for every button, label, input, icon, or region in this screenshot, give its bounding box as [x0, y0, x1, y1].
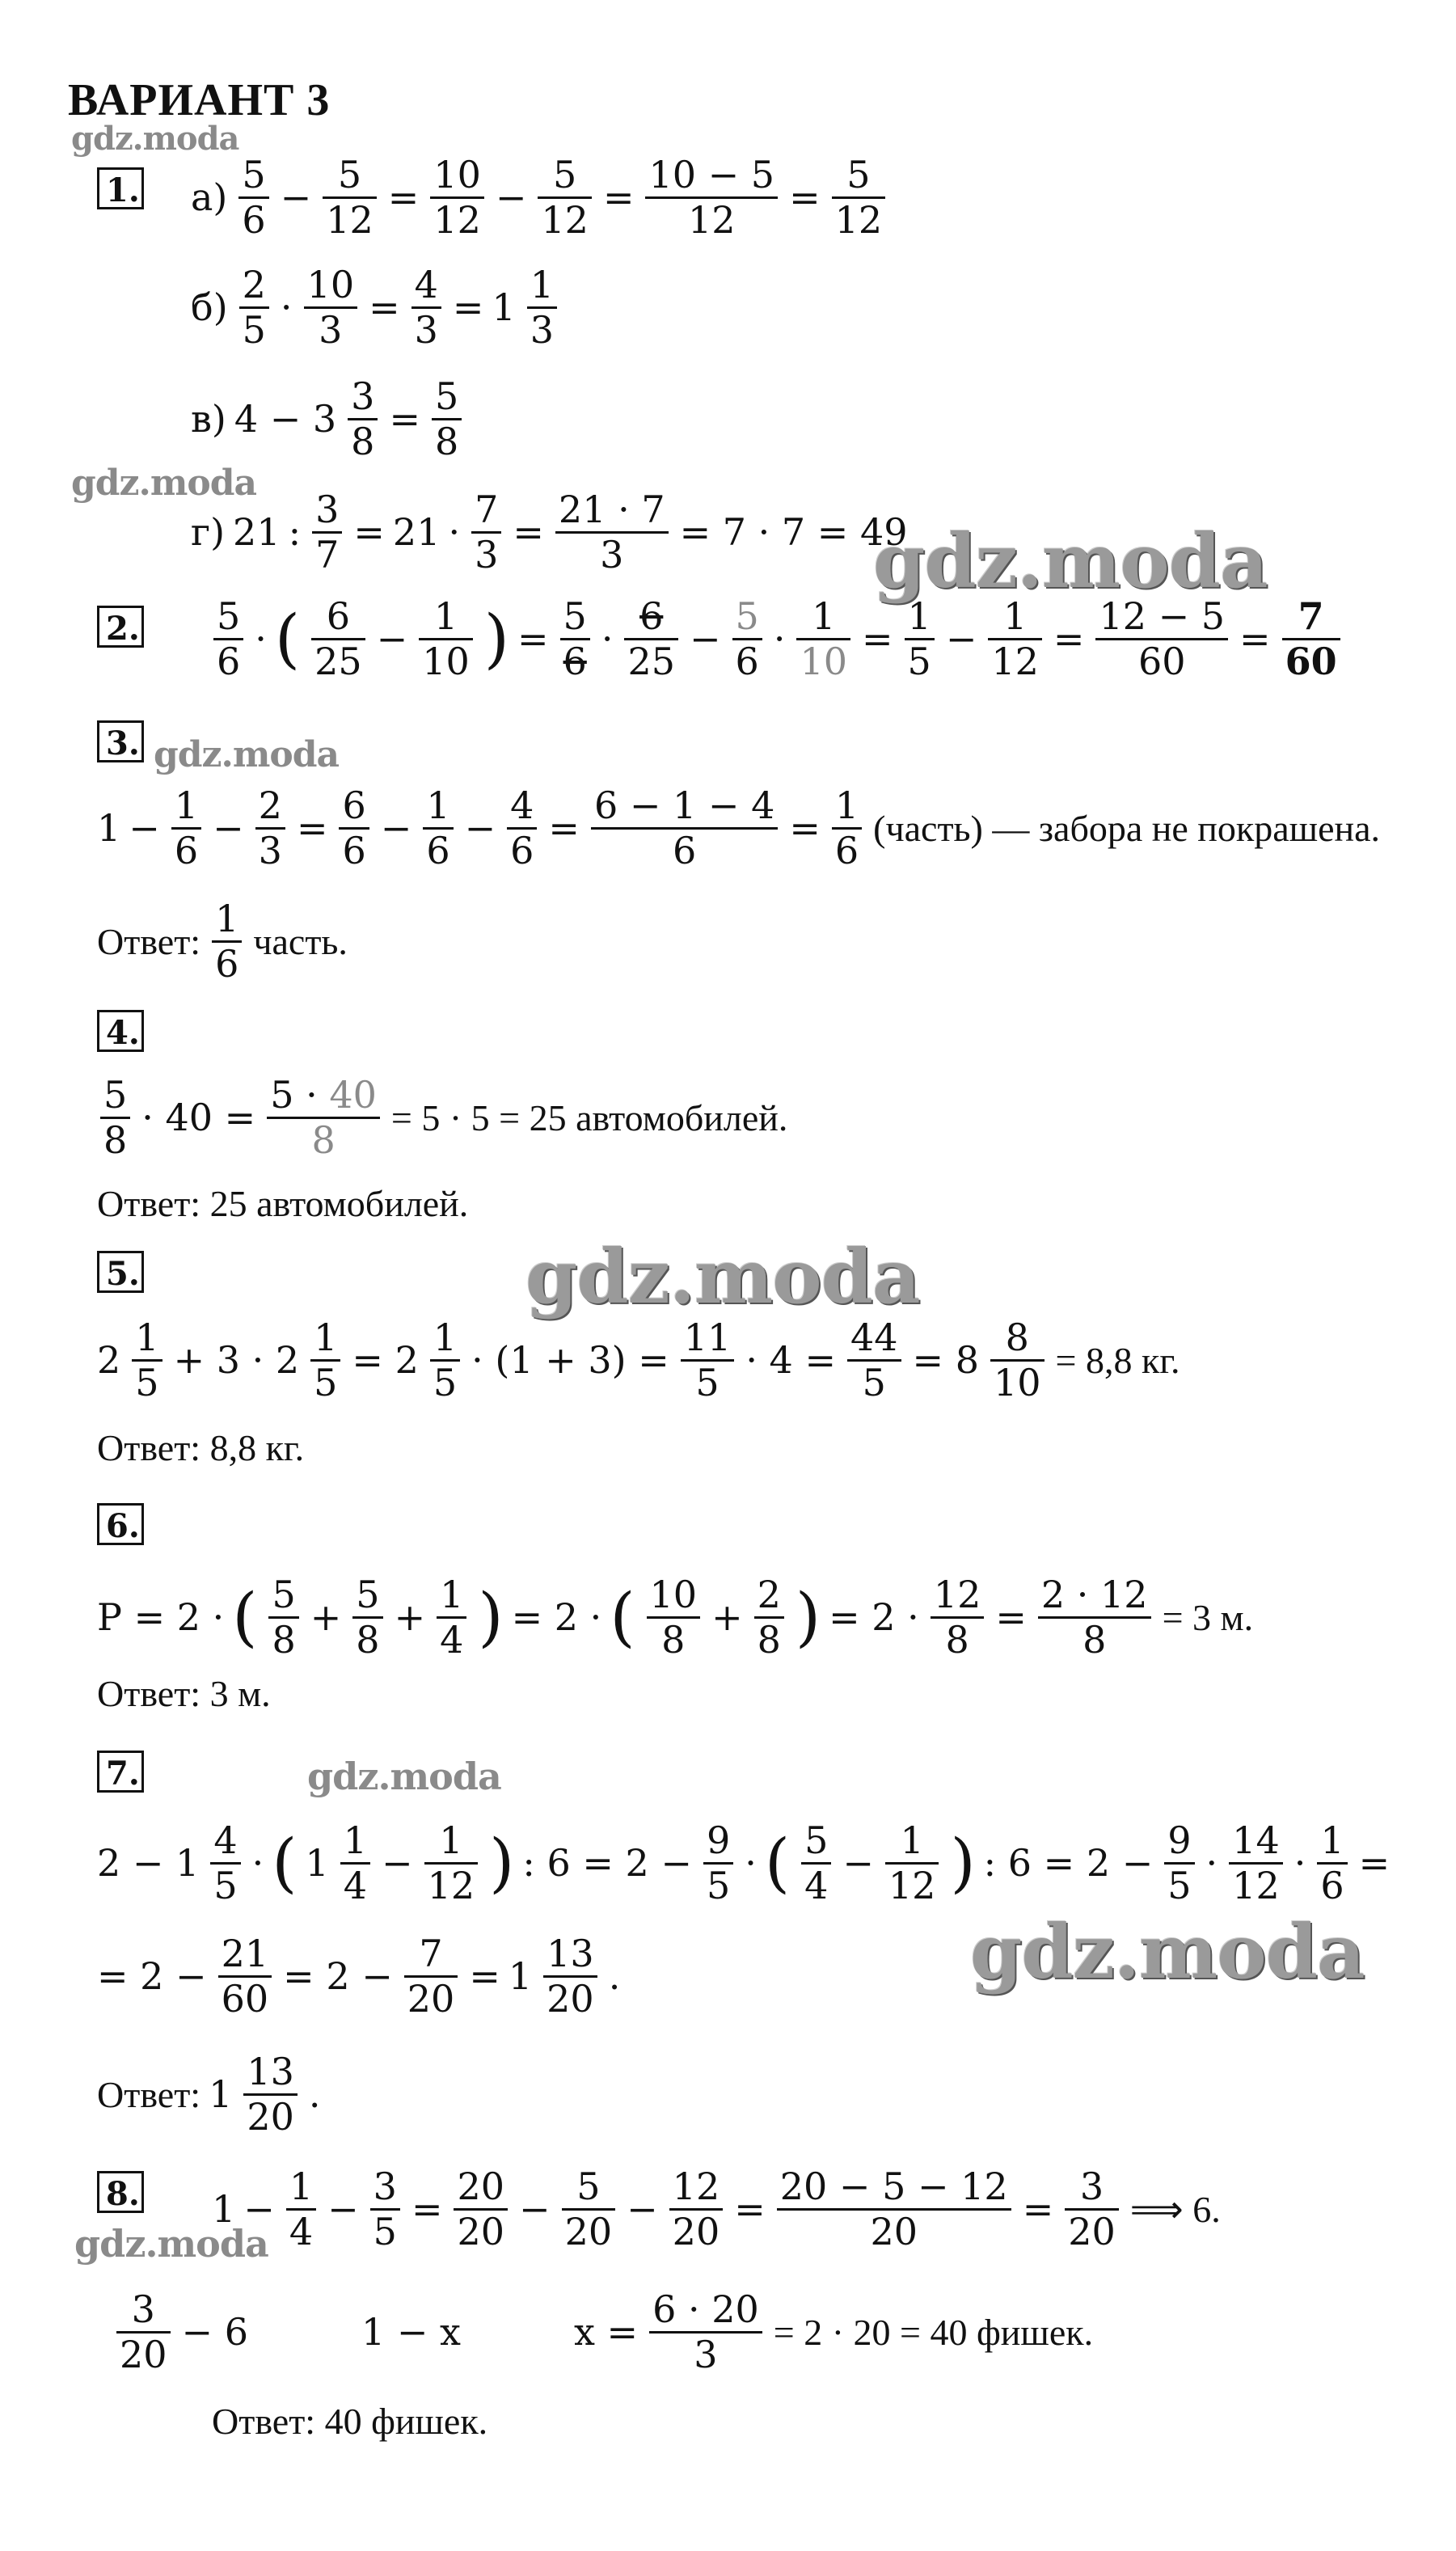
task4-answer: Ответ: 25 автомобилей. [97, 1183, 469, 1224]
task6-expression: P = 2 · ( $\frac{5}{8}$ + $\frac{5}{8}$ + $\frac{1}{4}$ ) = 2 · ( $\frac{10}{8}$ + $\frac{2}{8}$ ) = 2 · $\frac{12}{8}$ = $\frac{2 \cdot 12}{8}$ = 3 м. [97, 1573, 1254, 1662]
watermark: gdz.moda [525, 1233, 920, 1320]
task1-g: г) 21 : $\frac{3}{7}$ = 21 · $\frac{7}{3}$ = $\frac{21 \cdot 7}{3}$ = 7 · 7 = 49 [191, 488, 908, 577]
task5-answer: Ответ: 8,8 кг. [97, 1427, 305, 1468]
task4-expression: $\frac{5}{8}$ · 40 = $\frac{5 \cdot 40}{8}$ = 5 · 5 = 25 автомобилей. [97, 1074, 787, 1162]
task-number: 1. [97, 167, 144, 210]
watermark: gdz.moda [970, 1908, 1365, 1996]
task8-expression: 1 − $\frac{1}{4}$ − $\frac{3}{5}$ = $\frac{20}{20}$ − $\frac{5}{20}$ − $\frac{12}{20}$ = $\frac{20 - 5 - 12}{20}$ = $\frac{3}{20}$ ⟹ 6. [212, 2165, 1221, 2253]
task-number: 8. [97, 2170, 144, 2214]
task1-b: б) $\frac{2}{5}$ · $\frac{10}{3}$ = $\frac{4}{3}$ = 1 $\frac{1}{3}$ [191, 264, 560, 352]
watermark: gdz.moda [873, 517, 1268, 605]
task2-expression: $\frac{5}{6}$ · ( $\frac{6}{25}$ − $\frac{1}{10}$ ) = $\frac{5}{6}$ · $\frac{6}{25}$ − $\frac{5}{6}$ · $\frac{1}{10}$ = $\frac{1}{5}$ − $\frac{1}{12}$ = $\frac{12 - 5}{60}$ = $\frac{7}{60}$ [210, 595, 1344, 683]
task8-proportion: $\frac{3}{20}$ − 6 1 − x x = $\frac{6 \cdot 20}{3}$ = 2 · 20 = 40 фишек. [113, 2288, 1093, 2376]
task7-expression: 2 − 1 $\frac{4}{5}$ · ( 1 $\frac{1}{4}$ − $\frac{1}{12}$ ) : 6 = 2 − $\frac{9}{5}$ · ( $\frac{5}{4}$ − $\frac{1}{12}$ ) : 6 = 2 − $\frac{9}{5}$ · $\frac{14}{12}$ · $\frac{1}{6}$ = [97, 1818, 1391, 1907]
task-number: 6. [97, 1502, 144, 1546]
watermark: gdz.moda [74, 2222, 268, 2266]
task3-expression: 1 − $\frac{1}{6}$ − $\frac{2}{3}$ = $\frac{6}{6}$ − $\frac{1}{6}$ − $\frac{4}{6}$ = $\frac{6 - 1 - 4}{6}$ = $\frac{1}{6}$ (часть) — забора не покрашена. [97, 783, 1381, 872]
task8-answer: Ответ: 40 фишек. [212, 2401, 488, 2442]
task-number: 5. [97, 1250, 144, 1294]
task5-expression: 2 $\frac{1}{5}$ + 3 · 2 $\frac{1}{5}$ = 2 $\frac{1}{5}$ · (1 + 3) = $\frac{11}{5}$ · 4 = $\frac{44}{5}$ = 8 $\frac{8}{10}$ = 8,8 кг. [97, 1316, 1180, 1404]
watermark: gdz.moda [154, 734, 340, 775]
task1-v: в) 4 − 3 $\frac{3}{8}$ = $\frac{5}{8}$ [191, 375, 465, 463]
watermark: gdz.moda [71, 462, 257, 504]
watermark: gdz.moda [71, 120, 239, 158]
task-number: 7. [97, 1750, 144, 1793]
watermark: gdz.moda [307, 1755, 501, 1798]
task3-answer: Ответ: $\frac{1}{6}$ часть. [97, 897, 348, 986]
task7-continuation: = 2 − $\frac{21}{60}$ = 2 − $\frac{7}{20}$ = 1 $\frac{13}{20}$ . [97, 1932, 621, 2021]
page-title: ВАРИАНТ 3 [68, 75, 331, 125]
task-number: 4. [97, 1009, 144, 1053]
task7-answer: Ответ: 1 $\frac{13}{20}$ . [97, 2050, 321, 2139]
task-number: 3. [97, 720, 144, 763]
task6-answer: Ответ: 3 м. [97, 1673, 271, 1714]
task-number: 2. [97, 605, 144, 648]
task1-a: а) $\frac{5}{6}$ − $\frac{5}{12}$ = $\frac{10}{12}$ − $\frac{5}{12}$ = $\frac{10 - 5}{12}$ = $\frac{5}{12}$ [191, 154, 888, 242]
